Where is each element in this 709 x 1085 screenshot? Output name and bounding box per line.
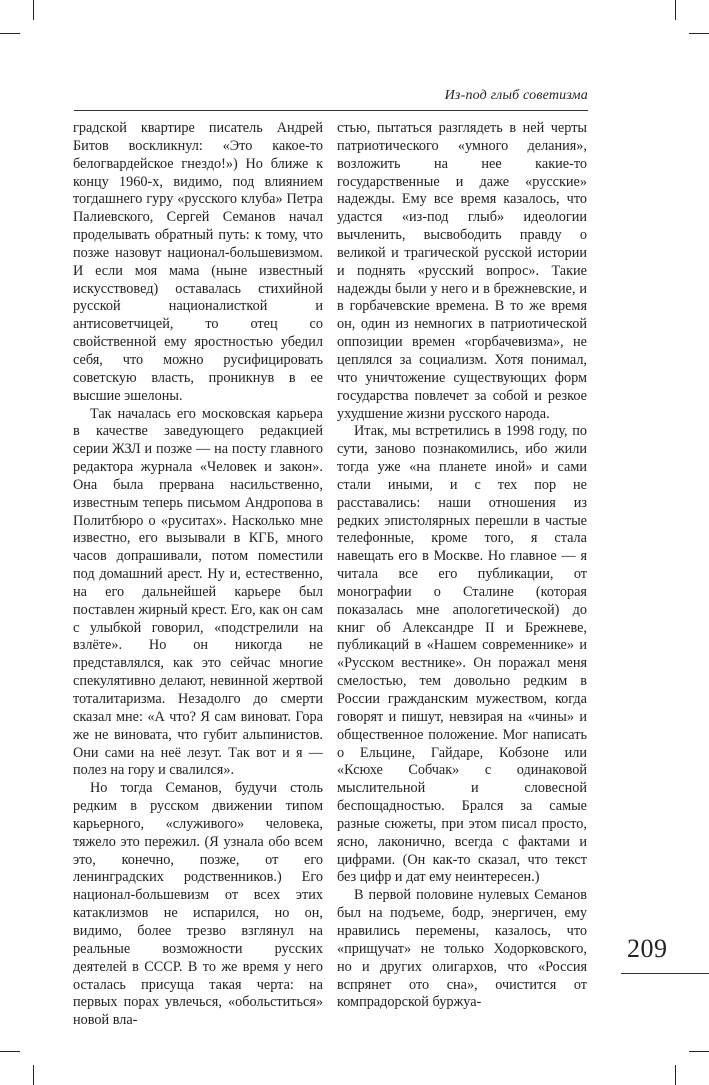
crop-mark xyxy=(675,1065,676,1085)
crop-mark xyxy=(0,33,20,34)
crop-mark xyxy=(689,33,709,34)
paragraph: Но тогда Семанов, будучи столь редким в русском движении типом карьерного, «служивого» человека, тяжело это пережил. (Я узнала обо всем это, конечно, позже, от его ленинградских родственников.) Его национал-большевизм от всех этих катаклизмов не испарился, но он, видимо, более трезво взглянул на реальные возможности русских деятелей в СССР. В то же время у него осталась присуща такая черта: на первых порах увлечься, «обольститься» новой вла- xyxy=(73,780,323,1029)
paragraph: градской квартире писатель Андрей Битов воскликнул: «Это какое-то белогвардейское гнездо!») Но ближе к концу 1960-х, видимо, под влиянием тогдашнего гуру «русского клуба» Петра Палиевского, Сергей Семанов начал проделывать обратный путь: к тому, что позже назовут национал-большевизмом. И если моя мама (ныне известный искусствовед) оставалась стихийной русской националисткой и антисоветчицей, то отец со свойственной ему яростностью убедил себя, что можно русифицировать советскую власть, проникнув в ее высшие эшелоны. xyxy=(73,120,323,404)
paragraph: В первой половине нулевых Семанов был на подъеме, бодр, энергичен, ему нравились перемены, казалось, что «прищучат» не только Ходорковского, но и других олигархов, что «Россия вспрянет ото сна», очистится от компрадорской буржуа- xyxy=(337,887,587,1011)
paragraph: Итак, мы встретились в 1998 году, по сути, заново познакомились, ибо жили тогда уже «на планете иной» и сами стали иными, и с тех пор не расставались: наши отношения из редких эпистолярных перешли в частые телефонные, кроме того, я стала навещать его в Москве. Но главное — я читала все его публикации, от монографии о Сталине (которая показалась мне апологетической) до книг об Александре II и Брежневе, публикаций в «Нашем современнике» и «Русском вестнике». Он поражал меня смелостью, тем довольно редким в России гражданским мужеством, когда говорят и пишут, невзирая на «чины» и общественное положение. Мог написать о Ельцине, Гайдаре, Кобзоне или «Ксюхе Собчак» с одинаковой мыслительной и словесной беспощадностью. Брался за самые разные сюжеты, при этом писал просто, ясно, лаконично, всегда с фактами и цифрами. (Он как-то сказал, что текст без цифр и дат ему неинтересен.) xyxy=(337,423,587,886)
running-header: Из-под глыб советизма xyxy=(444,88,588,103)
paragraph: стью, пытаться разглядеть в ней черты патриотического «умного делания», возложить на нее какие-то государственные и даже «русские» надежды. Ему все время казалось, что удастся «из-под глыб» идеологии вычленить, высвободить правду о великой и трагической русской истории и поднять «русский вопрос». Такие надежды были у него и в брежневские, и в горбачевские времена. В то же время он, один из немногих в патриотической оппозиции времен «горбачевизма», не цеплялся за социализм. Хотя понимал, что уничтожение существующих форм государства повлечет за собой и резкое ухудшение жизни русского народа. xyxy=(337,120,587,422)
crop-mark xyxy=(0,1051,20,1052)
left-column xyxy=(73,120,323,1030)
crop-mark xyxy=(33,0,34,20)
crop-mark xyxy=(689,1051,709,1052)
header-rule xyxy=(74,110,588,111)
paragraph: Так началась его московская карьера в качестве заведующего редакцией серии ЖЗЛ и позже — на посту главного редактора журнала «Человек и закон». Она была прервана насильственно, известным теперь письмом Андропова в Политбюро о «руситах». Насколько мне известно, его вызывали в КГБ, много часов допрашивали, потом поместили под домашний арест. Ну и, естественно, на его дальнейшей карьере был поставлен жирный крест. Его, как он сам с улыбкой говорил, «подстрелили на взлёте». Но он никогда не представлялся, как это сейчас многие спекулятивно делают, невинной жертвой тоталитаризма. Незадолго до смерти сказал мне: «А что? Я сам виноват. Гора же не виновата, что губит альпинистов. Они сами на неё лезут. Так вот и я — полез на гору и свалился». xyxy=(73,405,323,779)
page-number-block xyxy=(621,934,709,974)
right-column xyxy=(337,120,587,1012)
page-number: 209 xyxy=(627,934,668,963)
page-number-rule xyxy=(621,973,709,974)
crop-mark xyxy=(33,1065,34,1085)
crop-mark xyxy=(675,0,676,20)
